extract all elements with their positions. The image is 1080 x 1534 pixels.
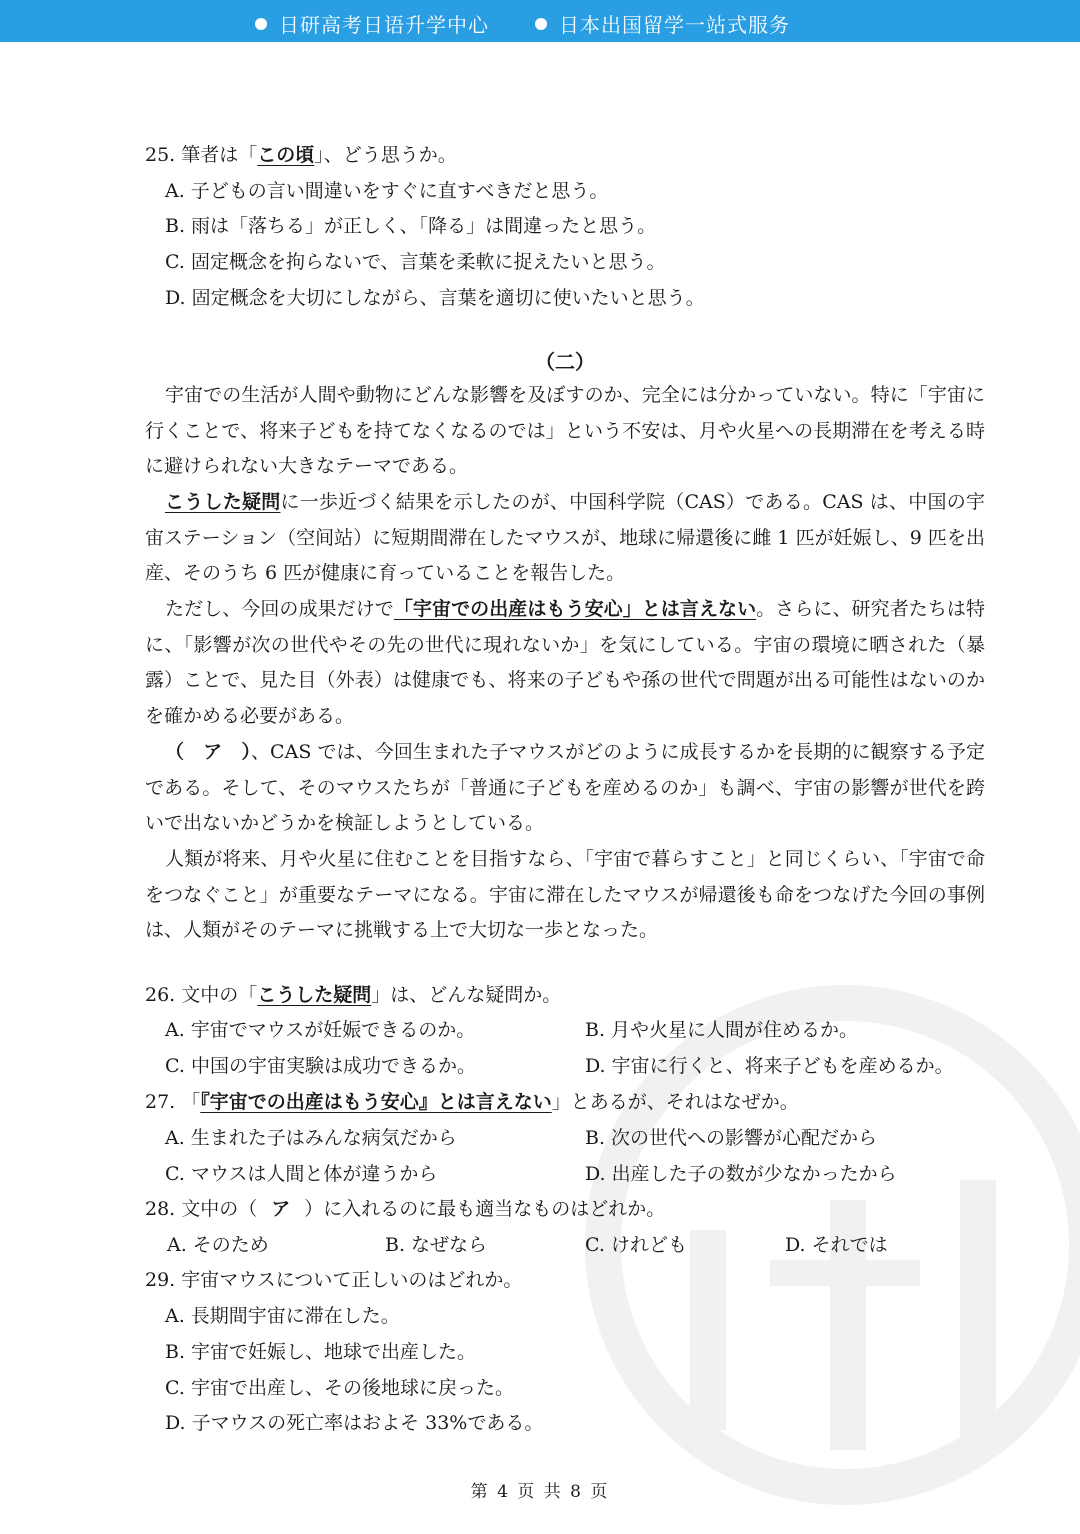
q25-option-d: D. 固定概念を大切にしながら、言葉を適切に使いたいと思う。 [165,287,705,309]
q27-option-b: B. 次の世代への影響が心配だから [585,1127,878,1149]
passage-paragraph-2: こうした疑問に一歩近づく結果を示したのが、中国科学院（CAS）である。CAS は、中国の宇宙ステーション（空间站）に短期間滞在したマウスが、地球に帰還後に雌 1 匹が妊娠し、9 匹を出産、そのうち 6 匹が健康に育っていることを報告した。 [145,491,985,585]
q26-option-d: D. 宇宙に行くと、将来子どもを産めるか。 [585,1055,954,1077]
section-title: （二） [535,350,595,374]
q27-option-d: D. 出産した子の数が少なかったから [585,1163,897,1185]
q29-option-b: B. 宇宙で妊娠し、地球で出産した。 [165,1341,477,1363]
q28-option-b: B. なぜなら [385,1234,488,1256]
bullet-icon [255,18,267,30]
q29-option-c: C. 宇宙で出産し、その後地球に戻った。 [165,1377,514,1399]
question-25: 25. 筆者は「この頃」、どう思うか。 [145,144,457,166]
page-number: 第 4 页 共 8 页 [470,1482,610,1502]
q27-option-a: A. 生まれた子はみんな病気だから [165,1127,457,1149]
q28-option-a: A. そのため [167,1234,269,1256]
passage-paragraph-3: ただし、今回の成果だけで「宇宙での出産はもう安心」とは言えない。さらに、研究者たちは特に、「影響が次の世代やその先の世代に現れないか」を気にしている。宇宙の環境に晒された（暴露）ことで、見た目（外表）は健康でも、将来の子どもや孫の世代で問題が出る可能性はないのかを確かめる必要がある。 [145,598,985,728]
q29-option-a: A. 長期間宇宙に滞在した。 [165,1305,400,1327]
q28-option-d: D. それでは [785,1234,888,1256]
q25-option-b: B. 雨は「落ちる」が正しく、「降る」は間違ったと思う。 [165,215,657,237]
q28-option-c: C. けれども [585,1234,687,1256]
bullet-icon [535,18,547,30]
q29-option-d: D. 子マウスの死亡率はおよそ 33%である。 [165,1412,544,1434]
q25-option-c: C. 固定概念を拘らないで、言葉を柔軟に捉えたいと思う。 [165,251,666,273]
header-left: 日研高考日语升学中心 [255,9,489,38]
question-28: 28. 文中の（ ア ）に入れるのに最も適当なものはどれか。 [145,1198,666,1220]
watermark-stroke [960,1180,996,1440]
q25-option-a: A. 子どもの言い間違いをすぐに直すべきだと思う。 [165,180,609,202]
question-29: 29. 宇宙マウスについて正しいのはどれか。 [145,1269,523,1291]
header-bar [0,0,1080,42]
q26-option-b: B. 月や火星に人間が住めるか。 [585,1019,859,1041]
watermark-stroke [690,1230,726,1430]
passage-paragraph-1: 宇宙での生活が人間や動物にどんな影響を及ぼすのか、完全には分かっていない。特に「宇宙に行くことで、将来子どもを持てなくなるのでは」という不安は、月や火星への長期滞在を考える時に避けられない大きなテーマである。 [145,384,985,478]
question-27: 27. 「『宇宙での出産はもう安心』とは言えない」とあるが、それはなぜか。 [145,1091,799,1113]
question-26: 26. 文中の「こうした疑問」は、どんな疑問か。 [145,984,562,1006]
passage-paragraph-5: 人類が将来、月や火星に住むことを目指すなら、「宇宙で暮らすこと」と同じくらい、「宇宙で命をつなぐこと」が重要なテーマになる。宇宙に滞在したマウスが帰還後も命をつなげた今回の事例は、人類がそのテーマに挑戦する上で大切な一歩となった。 [145,848,985,942]
header-right: 日本出国留学一站式服务 [535,9,790,38]
q27-option-c: C. マウスは人間と体が違うから [165,1163,438,1185]
q26-option-c: C. 中国の宇宙実験は成功できるか。 [165,1055,476,1077]
passage-paragraph-4: （ ア ）、CAS では、今回生まれた子マウスがどのように成長するかを長期的に観察する予定である。そして、そのマウスたちが「普通に子どもを産めるのか」も調べ、宇宙の影響が世代を跨いで出ないかどうかを検証しようとしている。 [145,741,985,835]
q26-option-a: A. 宇宙でマウスが妊娠できるのか。 [165,1019,476,1041]
